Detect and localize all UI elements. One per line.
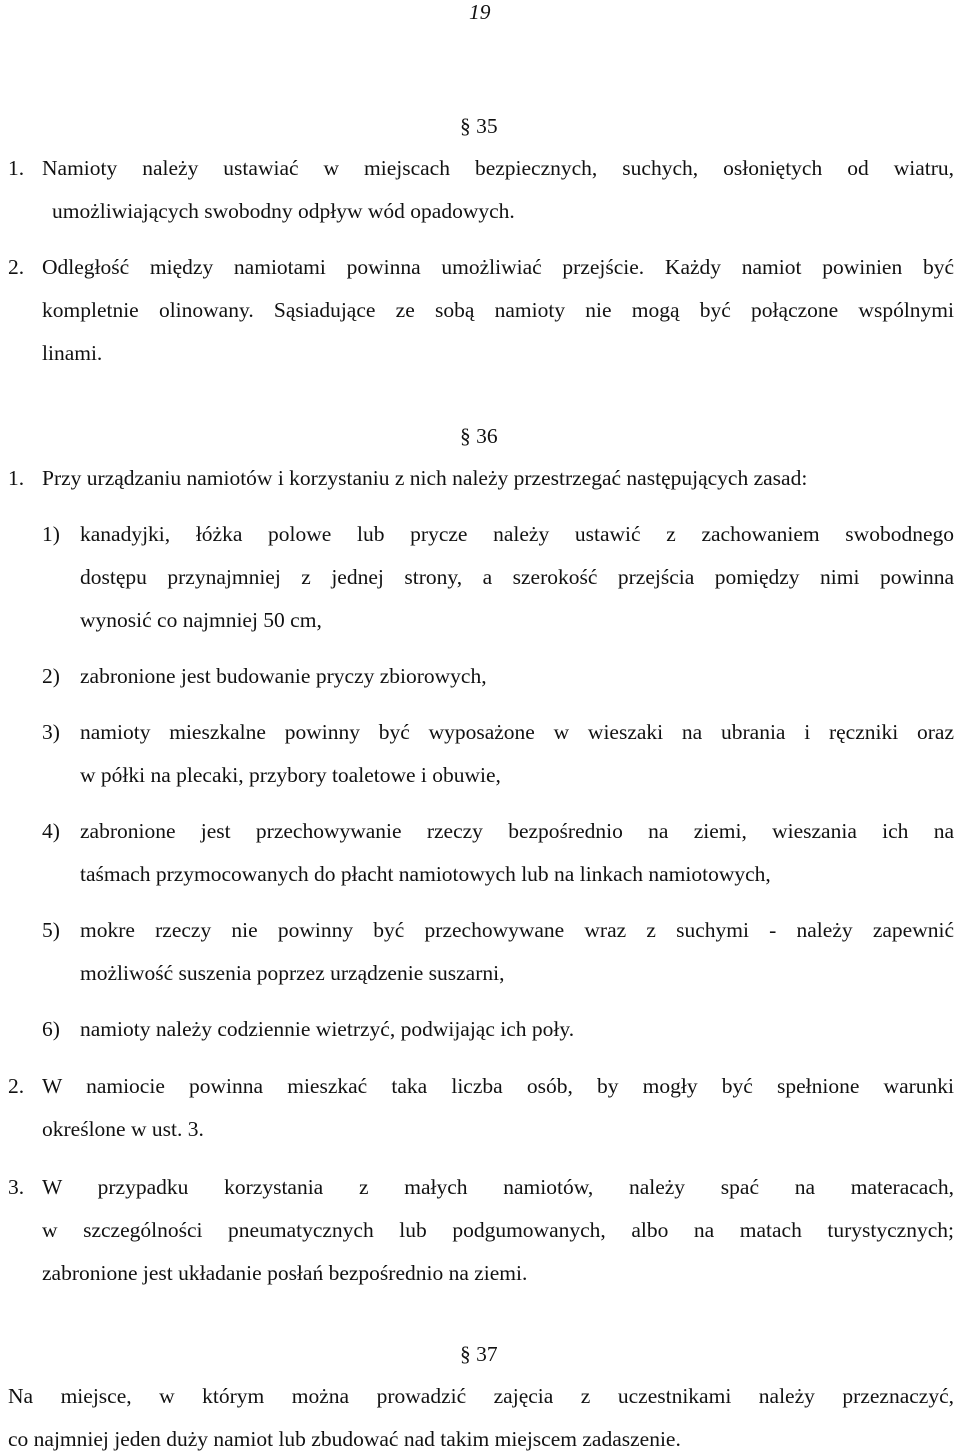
s36-p3-line2: w szczególności pneumatycznych lub podgumowanych, albo na matach turystycznych;: [42, 1218, 954, 1242]
s36-item4-number: 4): [42, 819, 60, 843]
s36-p2-line2: określone w ust. 3.: [42, 1117, 204, 1141]
s35-p1-line1: Namioty należy ustawiać w miejscach bezpiecznych, suchych, osłoniętych od wiatru,: [42, 156, 954, 180]
s36-item2-line1: zabronione jest budowanie pryczy zbiorowych,: [80, 664, 487, 688]
section-35-heading: § 35: [460, 114, 498, 138]
s35-p2-line1: Odległość między namiotami powinna umożliwiać przejście. Każdy namiot powinien być: [42, 255, 954, 279]
s36-item1-line3: wynosić co najmniej 50 cm,: [80, 608, 322, 632]
s36-p3-line3: zabronione jest układanie posłań bezpośrednio na ziemi.: [42, 1261, 528, 1285]
s36-p1-text: Przy urządzaniu namiotów i korzystaniu z nich należy przestrzegać następujących zasad:: [42, 466, 808, 490]
s35-p2-line2: kompletnie olinowany. Sąsiadujące ze sobą namioty nie mogą być połączone wspólnymi: [42, 298, 954, 322]
s36-p1-number: 1.: [8, 466, 25, 490]
s35-p2-number: 2.: [8, 255, 25, 279]
s36-item1-number: 1): [42, 522, 60, 546]
s36-item5-line2: możliwość suszenia poprzez urządzenie suszarni,: [80, 961, 505, 985]
s36-item3-line1: namioty mieszkalne powinny być wyposażone w wieszaki na ubrania i ręczniki oraz: [80, 720, 954, 744]
s36-p2-line1: W namiocie powinna mieszkać taka liczba osób, by mogły być spełnione warunki: [42, 1074, 954, 1098]
page-number: 19: [469, 0, 491, 24]
s36-item6-line1: namioty należy codziennie wietrzyć, podwijając ich poły.: [80, 1017, 575, 1041]
s37-line2: co najmniej jeden duży namiot lub zbudować nad takim miejscem zadaszenie.: [8, 1427, 681, 1451]
s36-item4-line1: zabronione jest przechowywanie rzeczy bezpośrednio na ziemi, wieszania ich na: [80, 819, 954, 843]
s36-item5-line1: mokre rzeczy nie powinny być przechowywane wraz z suchymi - należy zapewnić: [80, 918, 954, 942]
s36-item3-line2: w półki na plecaki, przybory toaletowe i obuwie,: [80, 763, 501, 787]
s35-p1-line2: umożliwiających swobodny odpływ wód opadowych.: [52, 199, 515, 223]
s36-item2-number: 2): [42, 664, 60, 688]
s37-line1: Na miejsce, w którym można prowadzić zajęcia z uczestnikami należy przeznaczyć,: [8, 1384, 954, 1408]
s36-item6-number: 6): [42, 1017, 60, 1041]
s36-item1-line2: dostępu przynajmniej z jednej strony, a szerokość przejścia pomiędzy nimi powinna: [80, 565, 954, 589]
section-36-heading: § 36: [460, 424, 498, 448]
s36-p2-number: 2.: [8, 1074, 25, 1098]
s36-p3-number: 3.: [8, 1175, 25, 1199]
s35-p2-line3: linami.: [42, 341, 103, 365]
s36-item3-number: 3): [42, 720, 60, 744]
s35-p1-number: 1.: [8, 156, 25, 180]
s36-item1-line1: kanadyjki, łóżka polowe lub prycze należy ustawić z zachowaniem swobodnego: [80, 522, 954, 546]
s36-item4-line2: taśmach przymocowanych do płacht namiotowych lub na linkach namiotowych,: [80, 862, 771, 886]
section-37-heading: § 37: [460, 1342, 498, 1366]
s36-item5-number: 5): [42, 918, 60, 942]
s36-p3-line1: W przypadku korzystania z małych namiotów, należy spać na materacach,: [42, 1175, 954, 1199]
